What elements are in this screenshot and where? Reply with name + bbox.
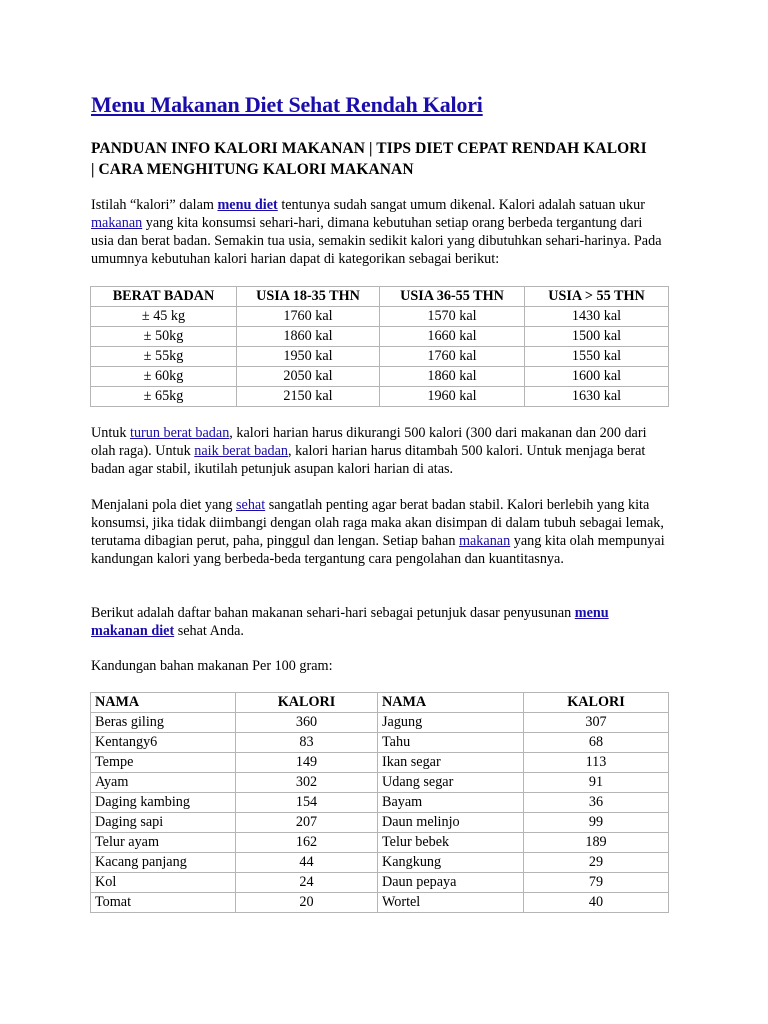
table-row — [91, 327, 669, 347]
list-intro-text-b: sehat Anda. — [174, 623, 244, 639]
healthy-text-a: Menjalani pola diet yang — [91, 497, 236, 513]
table-cell: Jagung — [378, 713, 524, 733]
table-cell: 2150 kal — [237, 387, 380, 407]
table-cell: 83 — [236, 733, 378, 753]
table-cell: 68 — [524, 733, 669, 753]
healthy-text-c: yang kita olah mempunyai kandungan kalori yang berbeda-beda tergantung cara pengolahan dan kuantitasnya. — [91, 533, 665, 567]
table-cell: 1960 kal — [380, 387, 525, 407]
table-cell: Daun melinjo — [378, 813, 524, 833]
healthy-text-b: sangatlah penting agar berat badan stabil. Kalori berlebih yang kita konsumsi, jika tidak diimbangi dengan olah raga maka akan disimpan di dalam tubuh sebagai lemak, terutama dibagian perut, paha, pinggul dan lengan. Setiap bahan — [91, 497, 664, 549]
weight-change-paragraph — [91, 424, 666, 478]
table-cell: 2050 kal — [237, 367, 380, 387]
food-list-intro-paragraph — [91, 604, 666, 640]
table-cell: 189 — [524, 833, 669, 853]
table-cell: Bayam — [378, 793, 524, 813]
table-cell: 24 — [236, 873, 378, 893]
table-row — [91, 713, 669, 733]
table-cell: 36 — [524, 793, 669, 813]
col-header-usia-18-35: USIA 18-35 THN — [237, 287, 380, 307]
table-cell: ± 60kg — [91, 367, 237, 387]
table-cell: 1660 kal — [380, 327, 525, 347]
intro-text-a: Istilah “kalori” dalam — [91, 197, 218, 213]
table-row — [91, 387, 669, 407]
table-cell: 1430 kal — [525, 307, 669, 327]
table-cell: Ayam — [91, 773, 236, 793]
calorie-by-age-table — [90, 286, 669, 407]
page-subtitle: PANDUAN INFO KALORI MAKANAN | TIPS DIET CEPAT RENDAH KALORI | CARA MENGHITUNG KALORI MAKANAN — [91, 140, 647, 178]
table-cell: Tahu — [378, 733, 524, 753]
table-row — [91, 753, 669, 773]
table-cell: 1950 kal — [237, 347, 380, 367]
table-cell: 1860 kal — [237, 327, 380, 347]
col-header-usia-55-plus: USIA > 55 THN — [525, 287, 669, 307]
per-100-gram-label: Kandungan bahan makanan Per 100 gram: — [91, 658, 333, 674]
table-row — [91, 833, 669, 853]
table-header-row — [91, 693, 669, 713]
table-row — [91, 893, 669, 913]
table-cell: Daun pepaya — [378, 873, 524, 893]
table-cell: 1760 kal — [380, 347, 525, 367]
intro-text-b: tentunya sudah sangat umum dikenal. Kalori adalah satuan ukur — [277, 197, 645, 213]
weight-text-b: , kalori harian harus dikurangi 500 kalori (300 dari makanan dan 200 dari olah raga). Untuk — [91, 425, 647, 459]
weight-text-c: , kalori harian harus ditambah 500 kalori. Untuk menjaga berat badan agar stabil, ikutilah petunjuk asupan kalori harian di atas. — [91, 443, 646, 477]
table-cell: ± 50kg — [91, 327, 237, 347]
table-cell: Udang segar — [378, 773, 524, 793]
table-cell: Daging kambing — [91, 793, 236, 813]
table-cell: Tomat — [91, 893, 236, 913]
col-header-nama-1: NAMA — [91, 693, 236, 713]
table-cell: 29 — [524, 853, 669, 873]
table-cell: 1760 kal — [237, 307, 380, 327]
table-cell: 91 — [524, 773, 669, 793]
table-cell: 149 — [236, 753, 378, 773]
weight-text-a: Untuk — [91, 425, 131, 441]
table-cell: 40 — [524, 893, 669, 913]
table-cell: Tempe — [91, 753, 236, 773]
table-cell: 99 — [524, 813, 669, 833]
table-cell: Kentangy6 — [91, 733, 236, 753]
makanan-link[interactable]: makanan — [91, 215, 143, 231]
table-row — [91, 853, 669, 873]
table-row — [91, 307, 669, 327]
table-row — [91, 793, 669, 813]
table-cell: 162 — [236, 833, 378, 853]
table-cell: Kacang panjang — [91, 853, 236, 873]
table-cell: Ikan segar — [378, 753, 524, 773]
table-cell: 79 — [524, 873, 669, 893]
turun-berat-badan-link[interactable]: turun berat badan — [130, 425, 230, 441]
table-cell: 1570 kal — [380, 307, 525, 327]
table-cell: 302 — [236, 773, 378, 793]
menu-makanan-diet-link[interactable]: menu makanan diet — [91, 605, 609, 639]
sehat-link[interactable]: sehat — [236, 497, 266, 513]
table-row — [91, 347, 669, 367]
table-cell: Wortel — [378, 893, 524, 913]
table-cell: Kol — [91, 873, 236, 893]
table-cell: 307 — [524, 713, 669, 733]
table-cell: Telur bebek — [378, 833, 524, 853]
table-cell: Kangkung — [378, 853, 524, 873]
page-title[interactable]: Menu Makanan Diet Sehat Rendah Kalori — [91, 92, 483, 117]
table-row — [91, 813, 669, 833]
table-cell: 1550 kal — [525, 347, 669, 367]
healthy-diet-paragraph — [91, 496, 666, 568]
naik-berat-badan-link[interactable]: naik berat badan — [194, 443, 288, 459]
table-cell: Telur ayam — [91, 833, 236, 853]
table-cell: 20 — [236, 893, 378, 913]
table-row — [91, 367, 669, 387]
table-cell: 1860 kal — [380, 367, 525, 387]
table-row — [91, 733, 669, 753]
table-cell: 113 — [524, 753, 669, 773]
table-cell: Daging sapi — [91, 813, 236, 833]
col-header-kalori-2: KALORI — [524, 693, 669, 713]
table-cell: ± 65kg — [91, 387, 237, 407]
table-cell: 207 — [236, 813, 378, 833]
col-header-kalori-1: KALORI — [236, 693, 378, 713]
table-cell: ± 45 kg — [91, 307, 237, 327]
table-header-row — [91, 287, 669, 307]
menu-diet-link[interactable]: menu diet — [217, 197, 278, 213]
col-header-usia-36-55: USIA 36-55 THN — [380, 287, 525, 307]
col-header-berat-badan: BERAT BADAN — [91, 287, 237, 307]
table-cell: ± 55kg — [91, 347, 237, 367]
intro-text-c: yang kita konsumsi sehari-hari, dimana kebutuhan setiap orang berbeda tergantung dari usia dan berat badan. Semakin tua usia, semakin sedikit kalori yang dibutuhkan sehari-harinya. Pada umumnya kebutuhan kalori harian dapat di kategorikan sebagai berikut: — [91, 215, 662, 267]
intro-paragraph — [91, 196, 666, 268]
table-cell: 360 — [236, 713, 378, 733]
table-cell: 1630 kal — [525, 387, 669, 407]
table-cell: 1600 kal — [525, 367, 669, 387]
table-cell: Beras giling — [91, 713, 236, 733]
table-cell: 154 — [236, 793, 378, 813]
table-cell: 44 — [236, 853, 378, 873]
food-calorie-table — [90, 692, 669, 913]
col-header-nama-2: NAMA — [378, 693, 524, 713]
makanan-link-2[interactable]: makanan — [458, 533, 511, 549]
table-row — [91, 773, 669, 793]
table-row — [91, 873, 669, 893]
list-intro-text-a: Berikut adalah daftar bahan makanan sehari-hari sebagai petunjuk dasar penyusunan — [91, 605, 575, 621]
table-cell: 1500 kal — [525, 327, 669, 347]
